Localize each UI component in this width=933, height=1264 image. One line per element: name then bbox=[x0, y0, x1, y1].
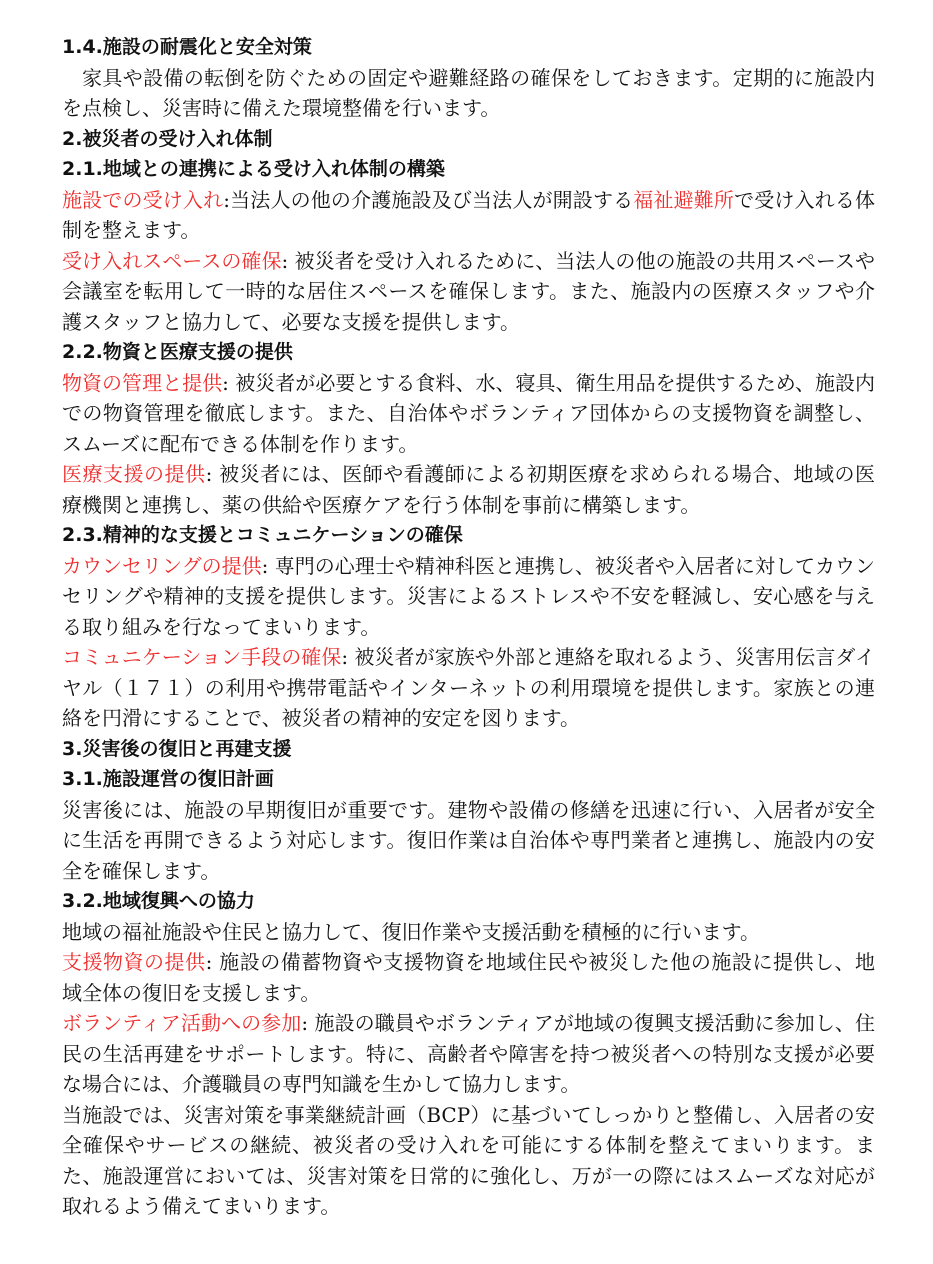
paragraph-text: : 専門の心理士や精神科医と連携し、被災者や入居者に対してカウンセリングや精神的支援を提供します。災害によるストレスや不安を軽減し、安心感を与える取り組みを行なってまいります。 bbox=[62, 553, 875, 639]
closing-paragraph: 当施設では、災害対策を事業継続計画（BCP）に基づいてしっかりと整備し、入居者の安全確保やサービスの継続、被災者の受け入れを可能にする体制を整えてまいります。また、施設運営においては、災害対策を日常的に強化し、万が一の際にはスムーズな対応が取れるよう備えてまいります。 bbox=[62, 1102, 875, 1218]
paragraph-text: : 施設の備蓄物資や支援物資を地域住民や被災した他の施設に提供し、地域全体の復旧を支援します。 bbox=[62, 950, 875, 1005]
section-3-heading: 3.災害後の復旧と再建支援 bbox=[62, 737, 292, 760]
section-2-heading: 2.被災者の受け入れ体制 bbox=[62, 127, 273, 150]
section-3-1-heading: 3.1.施設運営の復旧計画 bbox=[62, 768, 274, 790]
section-3-2-paragraph-2 bbox=[62, 1008, 875, 1100]
section-2-1-heading: 2.1.地域との連携による受け入れ体制の構築 bbox=[62, 158, 445, 180]
highlight-label: 物資の管理と提供 bbox=[62, 370, 223, 395]
section-3-2-body: 地域の福祉施設や住民と協力して、復旧作業や支援活動を積極的に行います。 bbox=[62, 919, 760, 944]
highlight-label: 支援物資の提供 bbox=[62, 950, 206, 974]
highlight-label: コミュニケーション手段の確保 bbox=[62, 645, 342, 669]
highlight-label: ボランティア活動への参加 bbox=[62, 1011, 302, 1035]
section-3-2-heading: 3.2.地域復興への協力 bbox=[62, 890, 255, 912]
section-2-1-paragraph-1 bbox=[62, 185, 875, 246]
section-2-3-paragraph-2 bbox=[62, 642, 875, 734]
section-3-2-paragraph-1 bbox=[62, 947, 875, 1008]
section-1-4-body: 家具や設備の転倒を防ぐための固定や避難経路の確保をしておきます。定期的に施設内を点検し、災害時に備えた環境整備を行います。 bbox=[62, 65, 875, 120]
paragraph-text: : 被災者が家族や外部と連絡を取れるよう、災害用伝言ダイヤル（１７１）の利用や携帯電話やインターネットの利用環境を提供します。家族との連絡を円滑にすることで、被災者の精神的安定を図ります。 bbox=[62, 645, 875, 730]
highlight-label: 福祉避難所 bbox=[633, 187, 735, 212]
paragraph-text: : 被災者が必要とする食料、水、寝具、衛生用品を提供するため、施設内での物資管理を徹底します。また、自治体やボランティア団体からの支援物資を調整し、スムーズに配布できる体制を作ります。 bbox=[62, 370, 875, 456]
paragraph-text: : 被災者には、医師や看護師による初期医療を求められる場合、地域の医療機関と連携し、薬の供給や医療ケアを行う体制を事前に構築します。 bbox=[62, 462, 875, 517]
section-3-1-body: 災害後には、施設の早期復旧が重要です。建物や設備の修繕を迅速に行い、入居者が安全に生活を再開できるよう対応します。復旧作業は自治体や専門業者と連携し、施設内の安全を確保します。 bbox=[62, 797, 875, 883]
section-2-2-heading: 2.2.物資と医療支援の提供 bbox=[62, 341, 293, 363]
highlight-label: 受け入れスペースの確保 bbox=[62, 248, 282, 273]
highlight-label: カウンセリングの提供 bbox=[62, 553, 262, 578]
section-2-1-paragraph-2 bbox=[62, 246, 875, 338]
paragraph-text: :当法人の他の介護施設及び当法人が開設する bbox=[223, 187, 634, 212]
paragraph-text: で受け入れる体制を整えます。 bbox=[62, 187, 875, 242]
paragraph-text: : 被災者を受け入れるために、当法人の他の施設の共用スペースや会議室を転用して一時的な居住スペースを確保します。また、施設内の医療スタッフや介護スタッフと協力して、必要な支援を提供します。 bbox=[62, 248, 875, 334]
section-2-2-paragraph-2 bbox=[62, 459, 875, 520]
section-1-4-heading: 1.4.施設の耐震化と安全対策 bbox=[62, 36, 312, 58]
highlight-label: 施設での受け入れ bbox=[62, 187, 224, 212]
section-2-3-heading: 2.3.精神的な支援とコミュニケーションの確保 bbox=[62, 524, 463, 546]
highlight-label: 医療支援の提供 bbox=[62, 462, 206, 486]
section-2-2-paragraph-1 bbox=[62, 368, 875, 460]
section-2-3-paragraph-1 bbox=[62, 551, 875, 643]
paragraph-text: : 施設の職員やボランティアが地域の復興支援活動に参加し、住民の生活再建をサポートします。特に、高齢者や障害を持つ被災者への特別な支援が必要な場合には、介護職員の専門知識を生かして協力します。 bbox=[62, 1011, 875, 1096]
